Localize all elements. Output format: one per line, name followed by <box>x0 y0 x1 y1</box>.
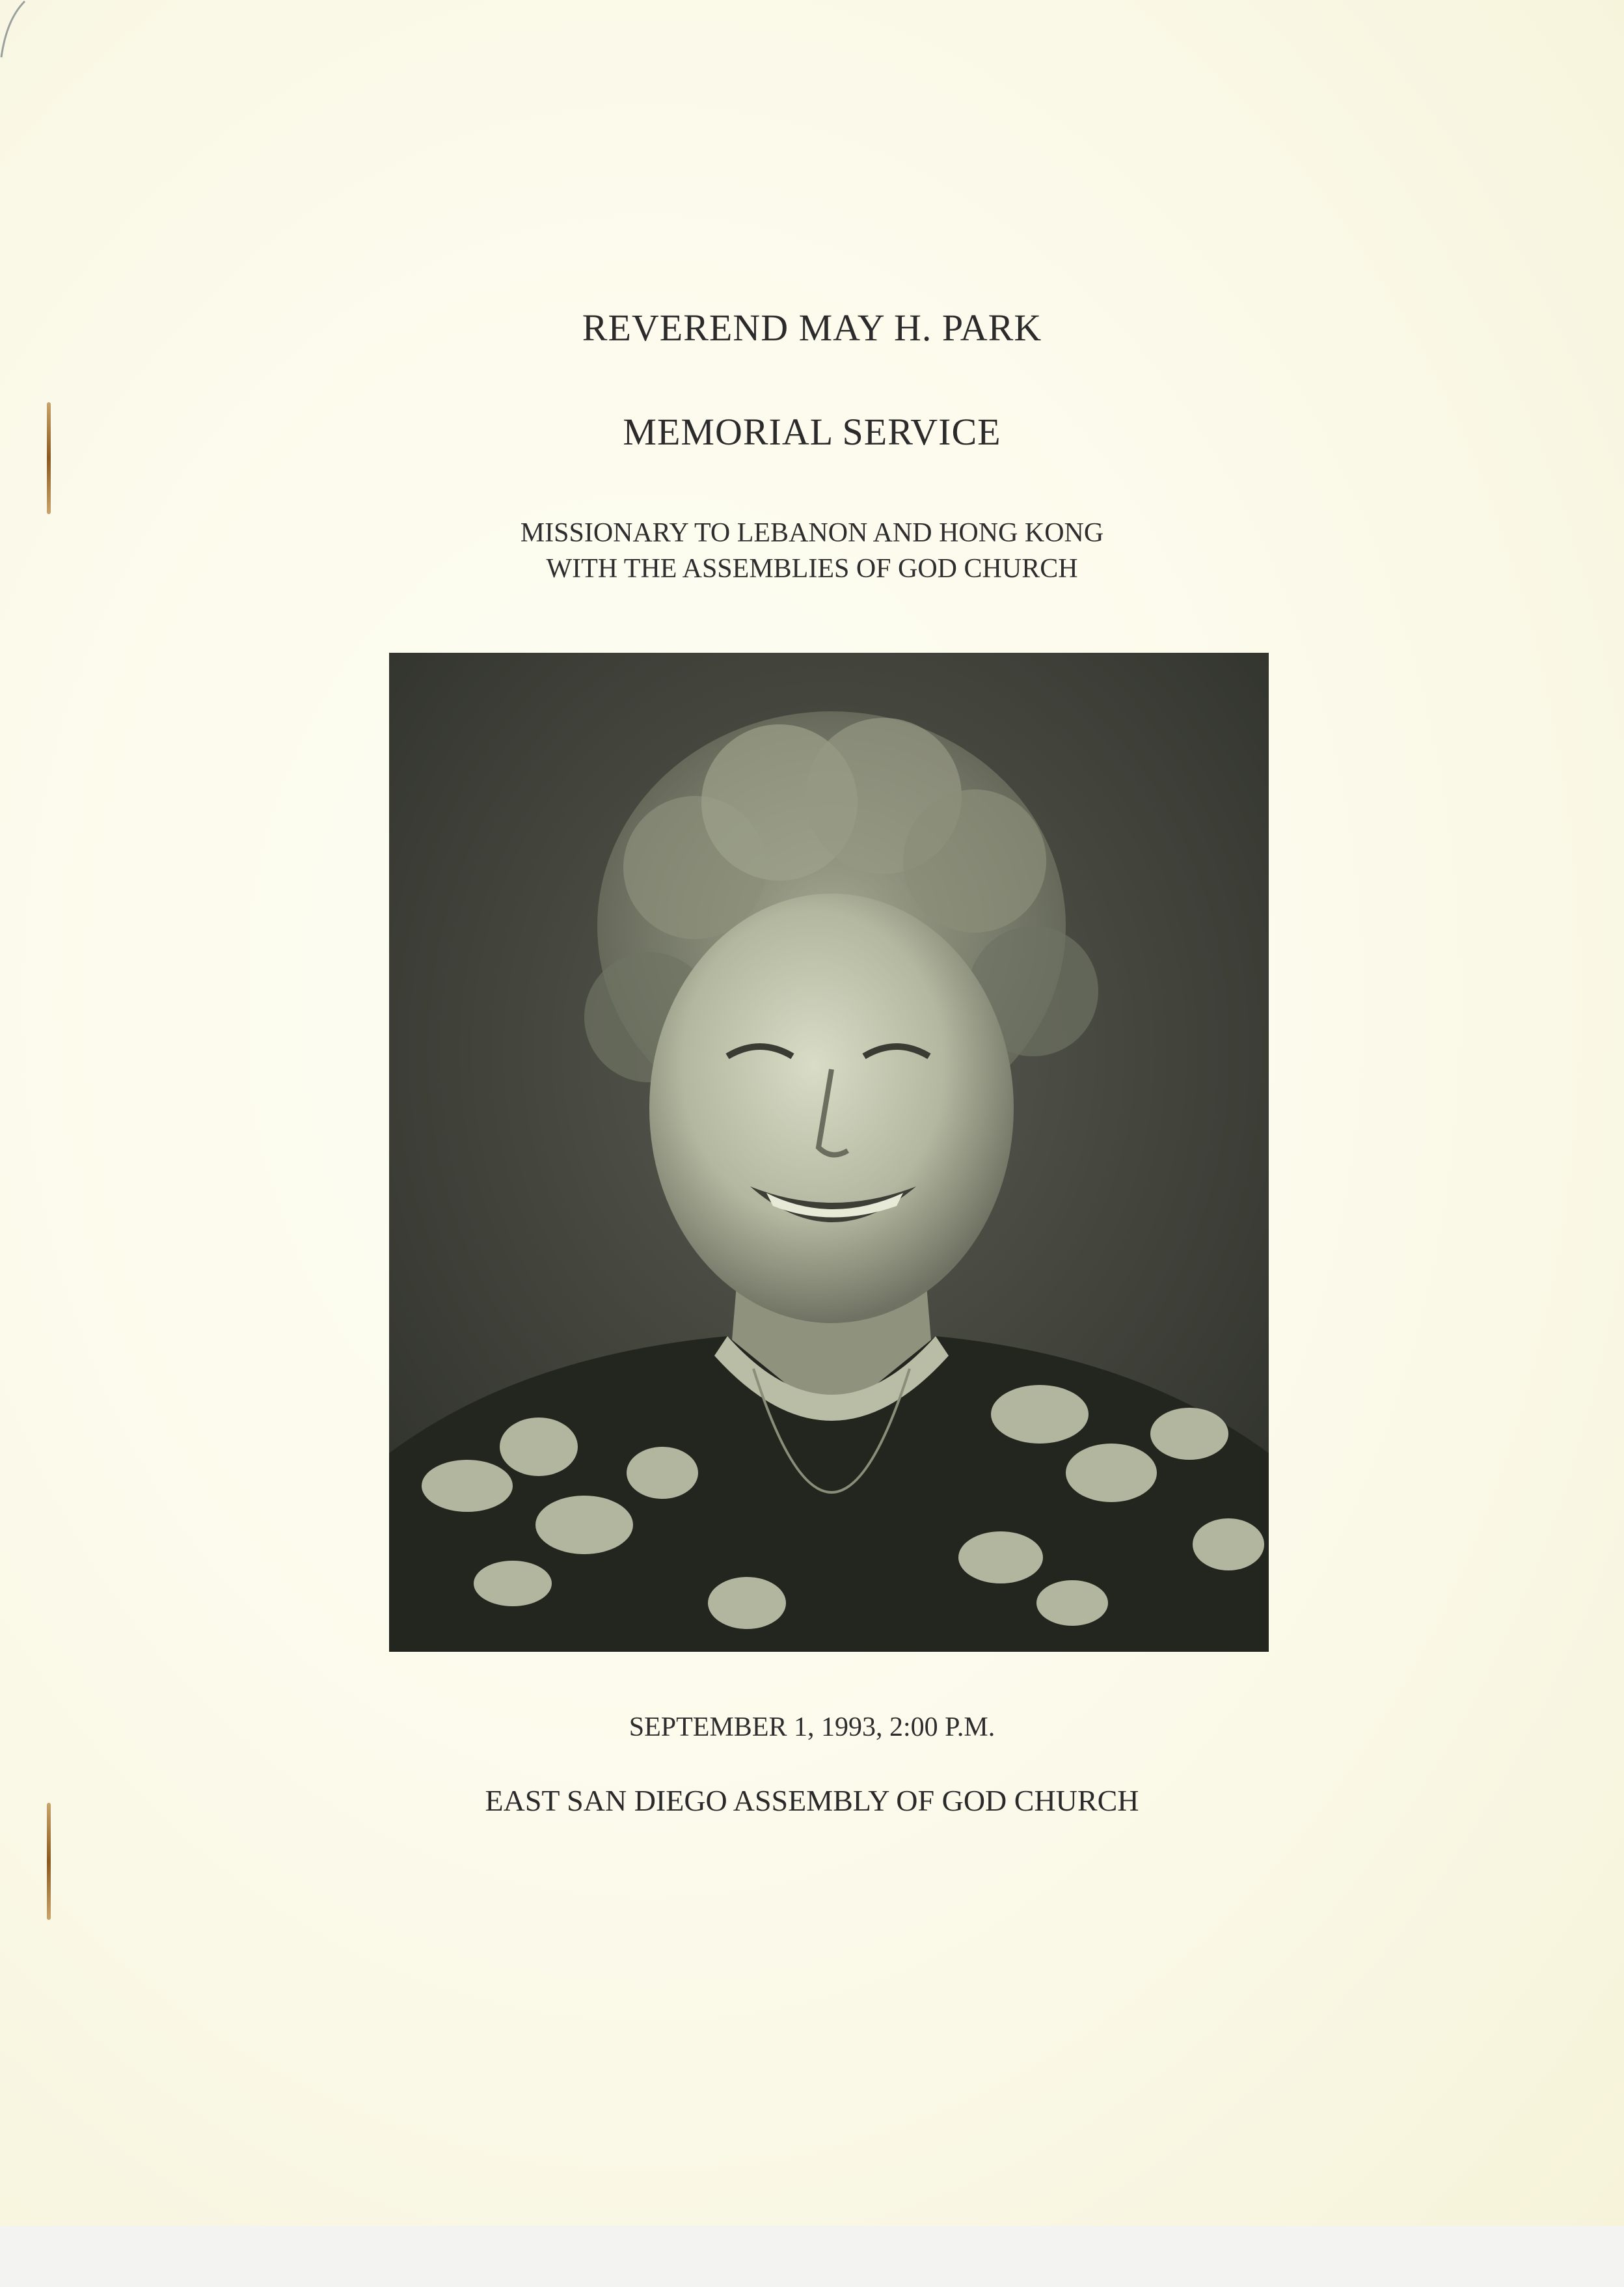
staple-mark-bottom <box>47 1803 51 1920</box>
portrait-illustration <box>389 653 1269 1652</box>
mission-line-1: MISSIONARY TO LEBANON AND HONG KONG <box>520 518 1104 548</box>
document-subtitle: MEMORIAL SERVICE <box>623 411 1001 453</box>
service-date: SEPTEMBER 1, 1993, 2:00 P.M. <box>629 1712 995 1742</box>
document-title: REVEREND MAY H. PARK <box>582 307 1042 349</box>
mission-line-2: WITH THE ASSEMBLIES OF GOD CHURCH <box>546 554 1078 584</box>
service-location: EAST SAN DIEGO ASSEMBLY OF GOD CHURCH <box>485 1784 1139 1817</box>
scan-margin <box>0 2226 1624 2287</box>
portrait-photo <box>389 653 1269 1652</box>
corner-fold-mark <box>0 0 26 59</box>
